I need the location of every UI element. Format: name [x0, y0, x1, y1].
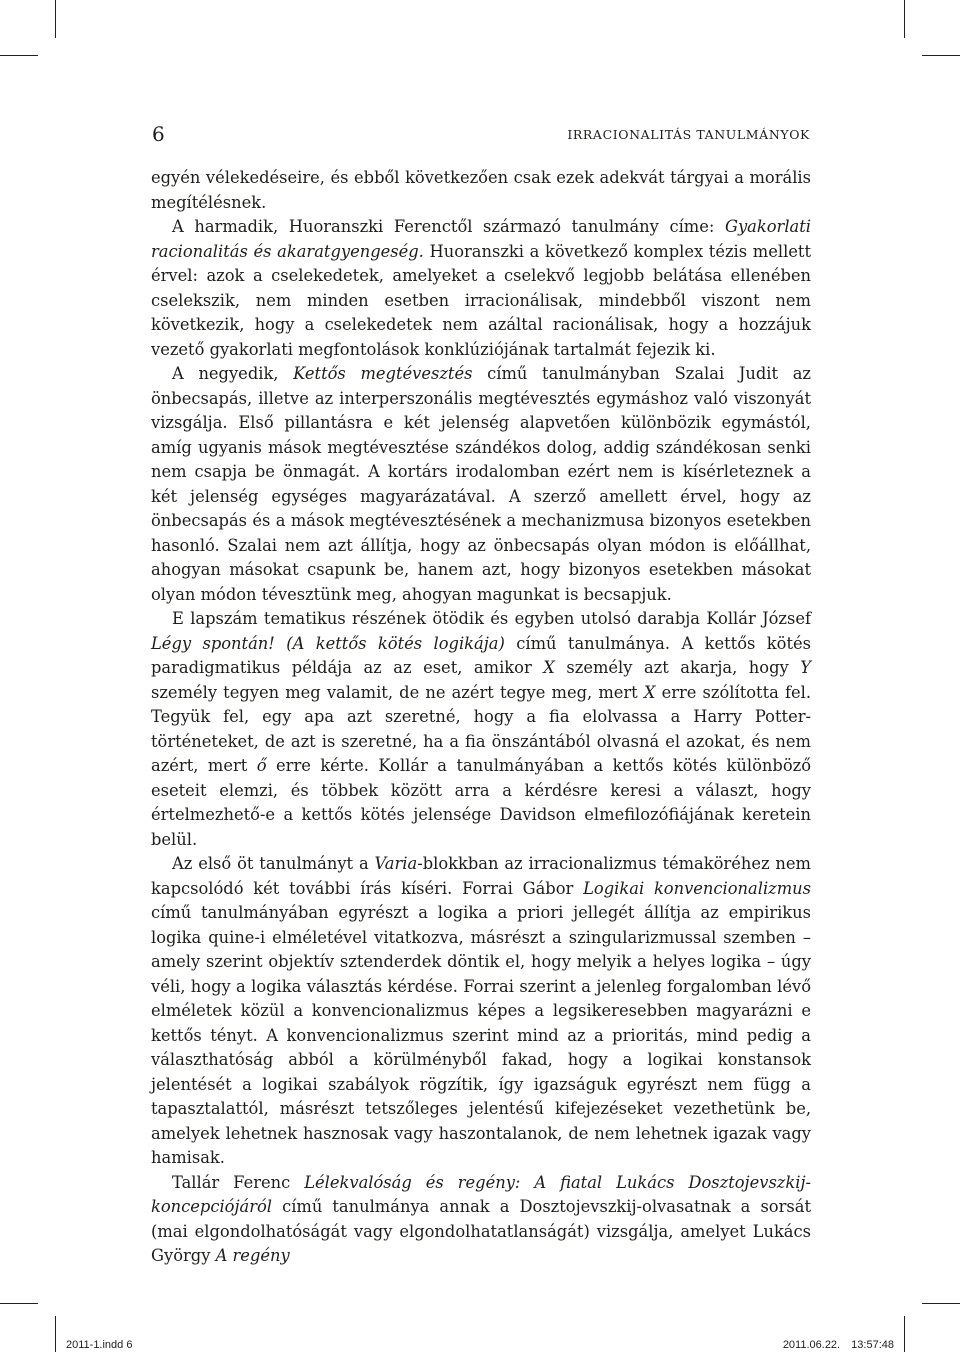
crop-mark — [55, 1316, 56, 1352]
page-number: 6 — [152, 122, 165, 146]
paragraph — [151, 607, 811, 852]
body-text — [151, 166, 811, 1269]
text-run: A harmadik, Huoranszki Ferenctől származó tanulmány címe: — [172, 217, 725, 236]
text-run: Az első öt tanulmányt a — [172, 854, 375, 873]
variable: X — [643, 682, 656, 702]
text-run: című tanulmánya. A kettős kötés paradigmatikus példája az az eset, amikor — [151, 633, 811, 677]
footer-time: 13:57:48 — [851, 1339, 894, 1351]
text-run: Tallár Ferenc — [172, 1172, 305, 1192]
article-title: Légy spontán! (A kettős kötés logikája) — [151, 633, 505, 653]
variable: X — [543, 658, 555, 677]
section-name: Varia — [374, 854, 418, 873]
text-run: erre szólította fel. Tegyük fel, egy apa azt szeretné, hogy a fia elolvassa a Harry Potter-történeteket, de azt is szeretné, ha a fia önszántából olvasná el azokat, és nem azért, mert — [151, 682, 812, 775]
paragraph — [151, 1171, 811, 1269]
text-run: című tanulmánya annak a Dosztojevszkij-olvasatnak a sorsát (mai elgondolhatóságát vagy elgondolhatatlanságát) vizsgálja, amelyet Lukács György — [151, 1197, 811, 1265]
emphasis: ő — [256, 756, 267, 775]
text-run: című tanulmányában egyrészt a logika a priori jellegét állítja az empirikus logika quine-i elméletével vitatkozva, másrészt a szingularizmussal szemben – amely szerint objektív sztenderdek döntik el, hogy melyik a helyes logika – úgy véli, hogy a logika választás kérdése. Forrai szerint a jelenleg forgalomban lévő elméletek közül a konvencionalizmus képes a legsikeresebben magyarázni e kettős tényt. A konvencionalizmus szerint mind az a prioritás, mind pedig a választhatóság abból a körülményből fakad, hogy a logikai konstansok jelentését a logikai szabályok rögzítik, így igazságuk egyrészt nem függ a tapasztalattól, másrészt tetszőleges jelentésű kifejezéseket vezethetünk be, amelyek lehetnek hasznosak vagy haszontalanok, de nem lehetnek igazak vagy hamisak. — [151, 903, 811, 1167]
article-title: Kettős megtévesztés — [293, 364, 473, 383]
variable: Y — [800, 658, 811, 677]
crop-mark — [0, 55, 38, 56]
article-title: Logikai konvencionalizmus — [583, 878, 812, 898]
text-run: személy tegyen meg valamit, de ne azért tegye meg, mert — [151, 682, 644, 702]
crop-mark — [55, 0, 56, 38]
running-title: IRRACIONALITÁS TANULMÁNYOK — [567, 127, 810, 142]
text-run: Huoranszki a következő komplex tézis mellett érvel: azok a cselekedetek, amelyeket a cselekvő legjobb belátása ellenében cselekszik, nem minden esetben irracionálisak, mindebből viszont nem következik, hogy a cselekedetek nem azáltal racionálisak, hogy a hozzájuk vezető gyakorlati megfontolások konklúziójának tartalmát fejezik ki. — [151, 241, 811, 359]
footer-date: 2011.06.22. — [782, 1339, 841, 1351]
text-run: E lapszám tematikus részének ötödik és egyben utolsó darabja Kollár József — [172, 609, 811, 628]
paragraph — [151, 215, 811, 362]
text-run: egyén vélekedéseire, és ebből következően csak ezek adekvát tárgyai a morális megítélésnek. — [151, 168, 811, 212]
footer-file-info: 2011-1.indd 6 — [66, 1339, 133, 1351]
text-run: -blokkban az irracionalizmus témaköréhez nem kapcsolódó két további írás kíséri. Forrai Gábor — [151, 854, 811, 898]
crop-mark — [922, 1303, 960, 1304]
paragraph — [151, 852, 811, 1171]
text-run: A negyedik, — [172, 364, 294, 383]
text-run: erre kérte. Kollár a tanulmányában a kettős kötés különböző eseteit elemzi, és többek között arra a kérdésre keresi a választ, hogy értelmezhető-e a kettős kötés jelensége Davidson elmefilozófiájának keretein belül. — [151, 756, 812, 849]
text-run: című tanulmányban Szalai Judit az önbecsapás, illetve az interperszonális megtévesztés egymáshoz való viszonyát vizsgálja. Első pillantásra e két jelenség alapvetően különbözik egymástól, amíg ugyanis mások megtévesztése szándékos dolog, addig szándékosan senki nem csapja be önmagát. A kortárs irodalomban ezért nem is kísérleteznek a két jelenség egységes magyarázatával. A szerző amellett érvel, hogy az önbecsapás és a mások megtévesztésének a mechanizmusa bizonyos esetekben hasonló. Szalai nem azt állítja, hogy az önbecsapás olyan módon is előállhat, ahogyan másokat csapunk be, hanem azt, hogy bizonyos esetekben másokat olyan módon tévesztünk meg, ahogyan magunkat is becsapjuk. — [151, 364, 811, 604]
article-title: Lélekvalóság és regény: A fiatal Lukács Dosztojevszkij-koncepciójáról — [151, 1172, 811, 1216]
crop-mark — [0, 1303, 38, 1304]
article-title: Gyakorlati racionalitás és akaratgyengeség. — [151, 217, 811, 261]
crop-mark — [922, 55, 960, 56]
text-run: személy azt akarja, hogy — [554, 658, 801, 677]
book-title: A regény — [215, 1246, 290, 1265]
footer-timestamp — [783, 1339, 894, 1351]
crop-mark — [904, 0, 905, 38]
crop-mark — [904, 1316, 905, 1352]
paragraph — [151, 362, 811, 607]
paragraph — [151, 166, 811, 215]
